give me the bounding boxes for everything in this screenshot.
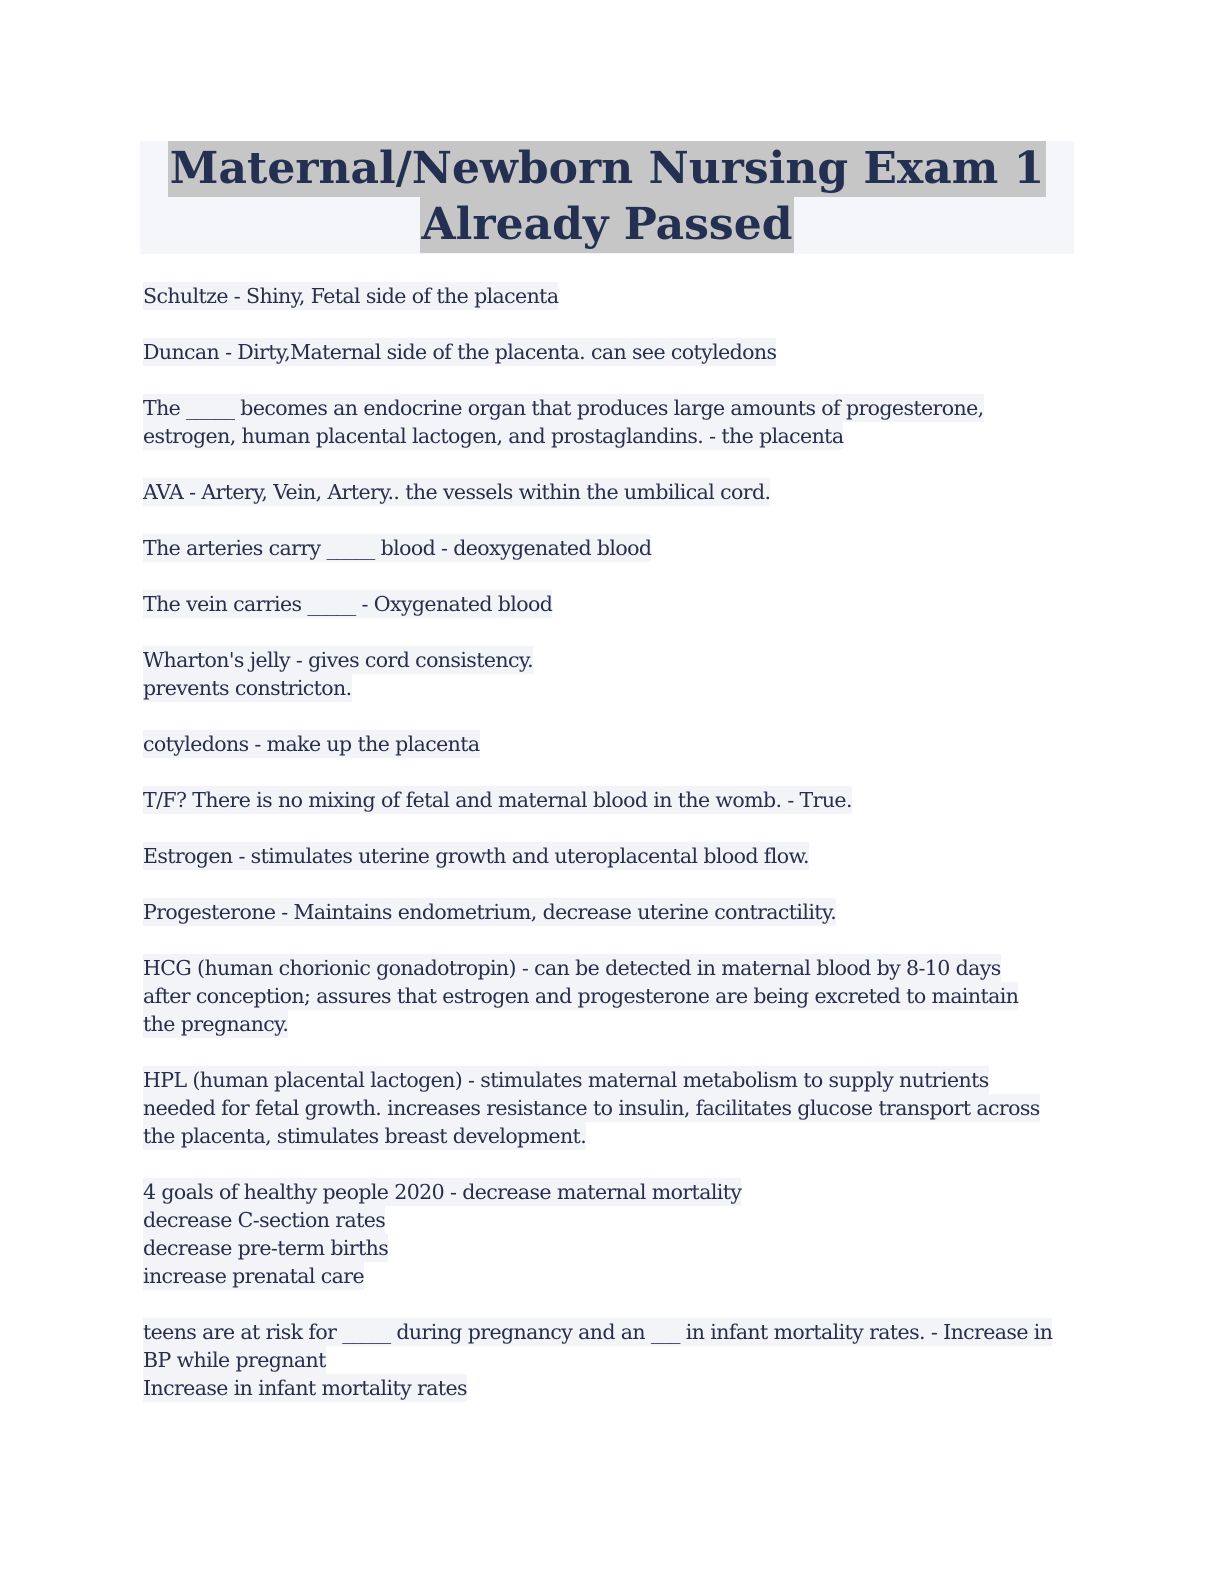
qa-item [143,730,1073,758]
qa-text: HCG (human chorionic gonadotropin) - can be detected in maternal blood by 8-10 days [143,956,1001,980]
qa-text: needed for fetal growth. increases resistance to insulin, facilitates glucose transport across [143,1096,1040,1120]
qa-item [143,786,1073,814]
qa-line [143,1346,1073,1374]
qa-text: decrease C-section rates [143,1208,386,1232]
qa-text: 4 goals of healthy people 2020 - decrease maternal mortality [143,1180,742,1204]
qa-item [143,282,1073,310]
qa-line [143,1010,1073,1038]
qa-line [143,786,1073,814]
qa-text: Schultze - Shiny, Fetal side of the placenta [143,284,559,308]
qa-item [143,842,1073,870]
qa-item [143,338,1073,366]
qa-item [143,1318,1073,1402]
qa-line [143,478,1073,506]
qa-text: BP while pregnant [143,1348,326,1372]
qa-line [143,1374,1073,1402]
qa-line [143,534,1073,562]
qa-line [143,1178,1073,1206]
qa-item [143,534,1073,562]
qa-text: teens are at risk for _____ during pregnancy and an ___ in infant mortality rates. - Increase in [143,1320,1053,1344]
qa-text: the pregnancy. [143,1012,289,1036]
qa-text: estrogen, human placental lactogen, and prostaglandins. - the placenta [143,424,844,448]
qa-item [143,646,1073,702]
qa-text: Wharton's jelly - gives cord consistency. [143,648,534,672]
qa-item [143,478,1073,506]
title-line-1: Maternal/Newborn Nursing Exam 1 [168,141,1046,197]
qa-text: increase prenatal care [143,1264,365,1288]
qa-line [143,422,1073,450]
qa-text: The arteries carry _____ blood - deoxygenated blood [143,536,652,560]
document-body [143,282,1073,1430]
qa-text: cotyledons - make up the placenta [143,732,480,756]
qa-text: Estrogen - stimulates uterine growth and uteroplacental blood flow. [143,844,809,868]
qa-line [143,338,1073,366]
document-title [140,141,1074,254]
qa-line [143,590,1073,618]
qa-text: decrease pre-term births [143,1236,389,1260]
qa-line [143,982,1073,1010]
qa-text: HPL (human placental lactogen) - stimulates maternal metabolism to supply nutrients [143,1068,989,1092]
qa-line [143,842,1073,870]
qa-item [143,898,1073,926]
qa-item [143,590,1073,618]
qa-item [143,954,1073,1038]
qa-item [143,1178,1073,1290]
qa-item [143,394,1073,450]
qa-line [143,1262,1073,1290]
qa-text: after conception; assures that estrogen and progesterone are being excreted to maintain [143,984,1019,1008]
qa-text: Progesterone - Maintains endometrium, decrease uterine contractility. [143,900,837,924]
qa-text: prevents constricton. [143,676,352,700]
qa-line [143,394,1073,422]
qa-item [143,1066,1073,1150]
qa-line [143,282,1073,310]
qa-line [143,1122,1073,1150]
qa-text: the placenta, stimulates breast development. [143,1124,587,1148]
qa-text: The _____ becomes an endocrine organ that produces large amounts of progesterone, [143,396,984,420]
qa-line [143,898,1073,926]
qa-text: AVA - Artery, Vein, Artery.. the vessels within the umbilical cord. [143,480,771,504]
qa-text: T/F? There is no mixing of fetal and maternal blood in the womb. - True. [143,788,852,812]
qa-line [143,1066,1073,1094]
qa-text: Increase in infant mortality rates [143,1376,467,1400]
qa-line [143,646,1073,674]
qa-text: Duncan - Dirty,Maternal side of the placenta. can see cotyledons [143,340,777,364]
title-line-2: Already Passed [420,197,795,253]
qa-text: The vein carries _____ - Oxygenated blood [143,592,553,616]
qa-line [143,1234,1073,1262]
qa-line [143,954,1073,982]
qa-line [143,1094,1073,1122]
qa-line [143,1318,1073,1346]
qa-line [143,730,1073,758]
qa-line [143,674,1073,702]
qa-line [143,1206,1073,1234]
